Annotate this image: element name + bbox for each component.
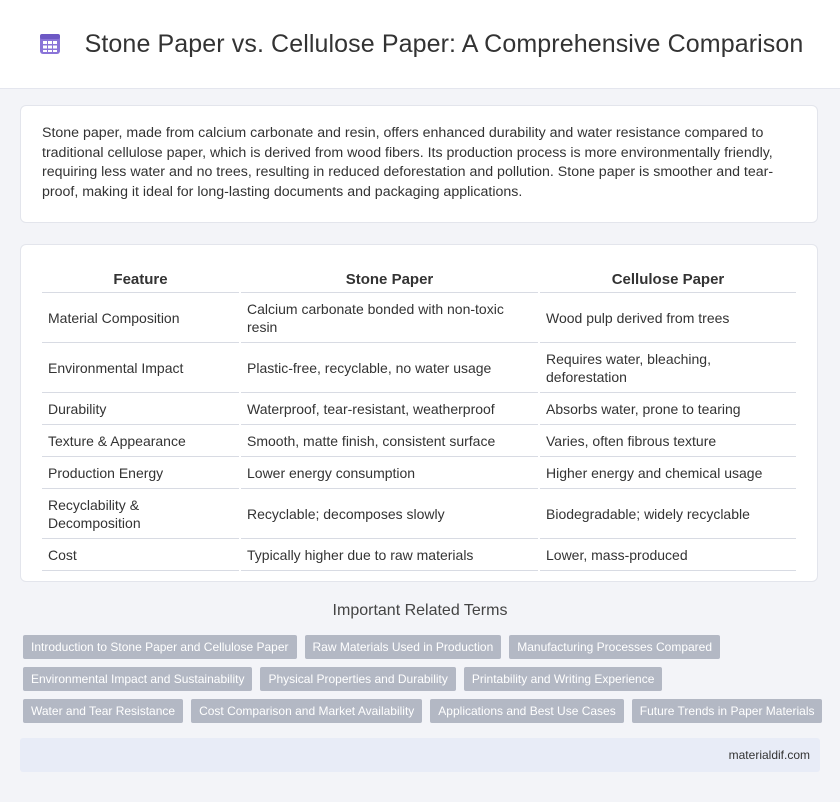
table-cell-stone: Lower energy consumption [241,458,538,489]
column-header-cellulose-paper: Cellulose Paper [540,266,796,293]
footer [20,738,820,772]
table-cell-feature: Environmental Impact [42,344,239,393]
comparison-table [40,265,798,572]
table-cell-cellulose: Higher energy and chemical usage [540,458,796,489]
table-cell-feature: Recyclability & Decomposition [42,490,239,539]
related-term-tag[interactable]: Future Trends in Paper Materials [632,699,823,723]
table-grid-icon [37,31,63,57]
table-cell-stone: Calcium carbonate bonded with non-toxic resin [241,294,538,343]
table-cell-cellulose: Lower, mass-produced [540,540,796,571]
table-row [42,540,796,571]
table-cell-stone: Recyclable; decomposes slowly [241,490,538,539]
related-term-tag[interactable]: Raw Materials Used in Production [305,635,502,659]
table-row [42,394,796,425]
column-header-stone-paper: Stone Paper [241,266,538,293]
table-cell-stone: Waterproof, tear-resistant, weatherproof [241,394,538,425]
table-row [42,426,796,457]
table-cell-cellulose: Wood pulp derived from trees [540,294,796,343]
table-row [42,294,796,343]
footer-site-link[interactable]: materialdif.com [728,748,810,762]
table-header-row [42,266,796,293]
table-cell-feature: Texture & Appearance [42,426,239,457]
table-cell-cellulose: Absorbs water, prone to tearing [540,394,796,425]
table-cell-cellulose: Biodegradable; widely recyclable [540,490,796,539]
intro-text: Stone paper, made from calcium carbonate and resin, offers enhanced durability and water resistance compared to traditional cellulose paper, which is derived from wood fibers. Its production process is more environmentally friendly, requiring less water and no trees, resulting in reduced deforestation and pollution. Stone paper is smoother and tear-proof, making it ideal for long-lasting documents and packaging applications. [42,125,774,200]
page-title: Stone Paper vs. Cellulose Paper: A Comprehensive Comparison [84,29,804,58]
related-term-tag[interactable]: Applications and Best Use Cases [430,699,623,723]
table-cell-stone: Plastic-free, recyclable, no water usage [241,344,538,393]
page-header [0,0,840,89]
comparison-card [20,244,818,582]
table-cell-cellulose: Requires water, bleaching, deforestation [540,344,796,393]
related-term-tag[interactable]: Printability and Writing Experience [464,667,663,691]
table-cell-cellulose: Varies, often fibrous texture [540,426,796,457]
table-cell-stone: Typically higher due to raw materials [241,540,538,571]
intro-card [20,105,818,223]
table-row [42,344,796,393]
table-cell-stone: Smooth, matte finish, consistent surface [241,426,538,457]
related-term-tag[interactable]: Cost Comparison and Market Availability [191,699,422,723]
table-cell-feature: Cost [42,540,239,571]
related-terms-title: Important Related Terms [332,602,508,619]
table-row [42,458,796,489]
table-cell-feature: Material Composition [42,294,239,343]
related-term-tag[interactable]: Physical Properties and Durability [260,667,455,691]
related-term-tag[interactable]: Water and Tear Resistance [23,699,183,723]
related-term-tag[interactable]: Introduction to Stone Paper and Cellulose Paper [23,635,297,659]
related-term-tag[interactable]: Manufacturing Processes Compared [509,635,720,659]
table-cell-feature: Durability [42,394,239,425]
related-term-tag[interactable]: Environmental Impact and Sustainability [23,667,252,691]
related-terms-list [23,635,823,731]
table-cell-feature: Production Energy [42,458,239,489]
table-row [42,490,796,539]
column-header-feature: Feature [42,266,239,293]
